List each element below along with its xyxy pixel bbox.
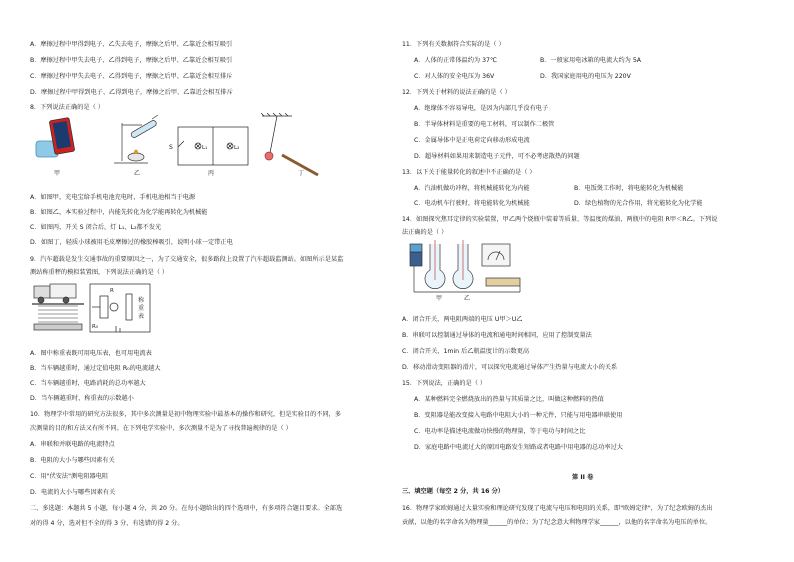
q13-option-d: D．绿色植物的光合作用，将光能转化为化学能 xyxy=(574,200,703,207)
meter-label-3: 表 xyxy=(138,313,145,320)
resistor-r-label: R xyxy=(110,288,114,294)
q14-figure xyxy=(408,238,528,304)
q10-stem-line1: 10．物理学中常用的研究方法很多，其中多次测量是初中物理实验中最基本的操作和研究，但是实验目的不同，多 xyxy=(30,411,342,418)
q14-stem-line2: 法正确的是（ ） xyxy=(402,229,448,236)
test-tube-apparatus-image xyxy=(114,115,158,163)
q7-option-b: B．摩擦过程中甲失去电子、乙得到电子，摩擦之后甲、乙靠近会相互吸引 xyxy=(30,57,233,64)
q9-option-a: A．图中称重表既可用电压表，也可用电流表 xyxy=(30,350,152,357)
q15-stem: 15．下列说法，正确的是（ ） xyxy=(402,380,487,387)
q8-option-a: A．如图甲，充电宝给手机电池充电时，手机电池相当于电源 xyxy=(30,194,196,201)
joule-law-apparatus-image xyxy=(410,240,520,292)
q10-option-a: A．串联和并联电路的电流特点 xyxy=(30,441,115,448)
q11-option-d: D．我国家庭用电的电压为 220V xyxy=(540,73,631,80)
q8-option-b: B．如图乙，本实验过程中，内能先转化为化学能再转化为机械能 xyxy=(30,209,208,216)
q11-option-a: A．人体的正常体温约为 37℃ xyxy=(414,57,497,64)
q14-option-d: D．移动滑动变阻器的滑片，可以探究电流通过导体产生热量与电流大小的关系 xyxy=(402,364,618,371)
q9-option-d: D．当车辆越重时，称重表的示数越小 xyxy=(30,395,134,402)
q14-option-a: A．闭合开关，两电阻两端的电压 U甲＞U乙 xyxy=(402,316,523,323)
q13-option-b: B．电饭煲工作时，将电能转化为机械能 xyxy=(574,185,684,192)
q15-option-b: B．变阻器是能改变接入电路中电阻大小的一种元件，只能与用电器串联使用 xyxy=(414,412,623,419)
fig-label-yi: 乙 xyxy=(134,170,141,177)
q12-stem: 12．下列关于材料的说法正确的是（ ） xyxy=(402,89,511,96)
power-bank-phone-image xyxy=(36,118,75,157)
q11-option-b: B．一般家用电冰箱的电流大约为 5A xyxy=(540,57,642,64)
meter-label-2: 重 xyxy=(138,305,145,312)
q13-option-c: C．电动机车行驶时，将电能转化为机械能 xyxy=(414,200,530,207)
q11-option-c: C．对人体的安全电压为 36V xyxy=(414,73,495,80)
flask-label-jia: 甲 xyxy=(436,295,443,302)
q15-option-c: C．电功率是描述电流做功快慢的物理量，等于电功与时间之比 xyxy=(414,428,586,435)
q15-option-d: D．家庭电路中电流过大的原因电路发生短路或者电路中用电器的总功率过大 xyxy=(414,444,623,451)
q13-option-a: A．汽油机做功冲程，将机械能转化为内能 xyxy=(414,185,530,192)
truck-scale-image xyxy=(32,284,84,330)
q9-option-b: B．当车辆越重时，通过定值电阻 R₀的电流越大 xyxy=(30,365,161,372)
q12-option-b: B．半导体材料是重要的电工材料，可以制作二极管 xyxy=(414,121,555,128)
q11-stem: 11．下列有关数据符合实际的是（ ） xyxy=(402,41,505,48)
q12-option-a: A．绝缘体不容易导电，是因为内部几乎没有电子 xyxy=(414,105,549,112)
right-column xyxy=(402,0,777,562)
section2-line2: 对的得 4 分，选对但不全的得 3 分，有选错的得 2 分。 xyxy=(30,520,184,527)
q14-option-c: C．闭合开关，1min 后乙瓶温度计的示数更高 xyxy=(402,348,530,355)
q10-option-b: B．电阻的大小与哪些因素有关 xyxy=(30,457,115,464)
left-column xyxy=(30,0,392,562)
q7-option-d: D．摩擦过程中甲得到电子、乙得到电子，摩擦之后甲、乙靠近会相互排斥 xyxy=(30,89,233,96)
fig-label-jia: 甲 xyxy=(54,170,61,177)
q14-option-b: B．串联可以控制通过导体的电流和通电时间相同，应用了控制变量法 xyxy=(402,332,592,339)
q12-option-c: C．金属导体中是正电荷定向移动形成电流 xyxy=(414,137,530,144)
flask-label-yi: 乙 xyxy=(464,295,471,302)
q9-stem-line2: 测站称重秤的模拟装置图，下列说法正确的是（ ） xyxy=(30,269,169,276)
q9-stem-line1: 9．汽车超载是发生交通事故的重要原因之一，为了交通安全，很多路段上设置了汽车超载监测站。如图所示是某监 xyxy=(30,256,344,263)
q10-option-d: D．电流的大小与哪些因素有关 xyxy=(30,489,116,496)
q7-option-c: C．摩擦过程中甲失去电子、乙得到电子，摩擦之后甲、乙靠近会相互排斥 xyxy=(30,73,233,80)
q8-option-d: D．如图丁，轻质小球被用毛皮摩擦过的橡胶棒吸引，说明小球一定带正电 xyxy=(30,239,233,246)
q9-figure xyxy=(30,280,170,342)
lamp2-label: L₂ xyxy=(234,145,240,151)
resistor-r0-label: R₀ xyxy=(92,324,99,330)
section2-line1: 二、多选题：本题共 5 小题，每小题 4 分，共 20 分。在每小题给出的四个选项中，有多项符合题目要求。全部选 xyxy=(30,505,343,512)
q10-option-c: C．用"伏安法"测电阻器电阻 xyxy=(30,473,109,480)
q10-stem-line2: 次测量的目的和方法又有所不同。在下列电学实验中，多次测量不是为了寻找普遍规律的是（ ） xyxy=(30,425,292,432)
fig-label-bing: 丙 xyxy=(208,170,215,177)
section3-heading: 三、填空题（每空 2 分，共 16 分） xyxy=(402,488,504,495)
q9-option-c: C．当车辆越重时，电路消耗的总功率越大 xyxy=(30,380,146,387)
q16-line2: 贡献，以他的名字命名为物理量______的单位；为了纪念意大利物理学家______，以他的名字命名为电压的单位。 xyxy=(402,519,712,526)
part2-heading: 第 II 卷 xyxy=(572,474,594,481)
q7-option-a: A．摩擦过程中甲得到电子、乙失去电子，摩擦之后甲、乙靠近会相互吸引 xyxy=(30,41,233,48)
q8-figure xyxy=(30,113,330,183)
meter-label-1: 称 xyxy=(138,297,145,304)
q13-stem: 13．以下关于能量转化的叙述中不正确的是（ ） xyxy=(402,169,536,176)
q14-stem-line1: 14．如图探究焦耳定律的实验装置，甲乙两个烧瓶中装着等质量、等温度的煤油，两瓶中的电阻 R甲＜R乙。下列说 xyxy=(402,216,718,223)
q8-stem: 8．下列说法正确的是（ ） xyxy=(30,104,104,111)
fig-label-ding: 丁 xyxy=(298,170,305,177)
q16-line1: 16．物理学家欧姆通过大量实验和理论研究发现了电流与电压和电阻的关系，即"欧姆定律"，为了纪念欧姆的杰出 xyxy=(402,505,713,512)
switch-label: S xyxy=(169,144,173,151)
lamp1-label: L₁ xyxy=(202,145,208,151)
q15-option-a: A．某种燃料完全燃烧放出的热量与其质量之比，叫做这种燃料的热值 xyxy=(414,396,604,403)
charged-ball-rod-image xyxy=(261,113,318,175)
q8-option-c: C．如图丙，开关 S 闭合后，灯 L₁、L₂都不发光 xyxy=(30,224,162,231)
q12-option-d: D．超导材料如果用来制造电子元件，可不必考虑散热的问题 xyxy=(414,153,580,160)
